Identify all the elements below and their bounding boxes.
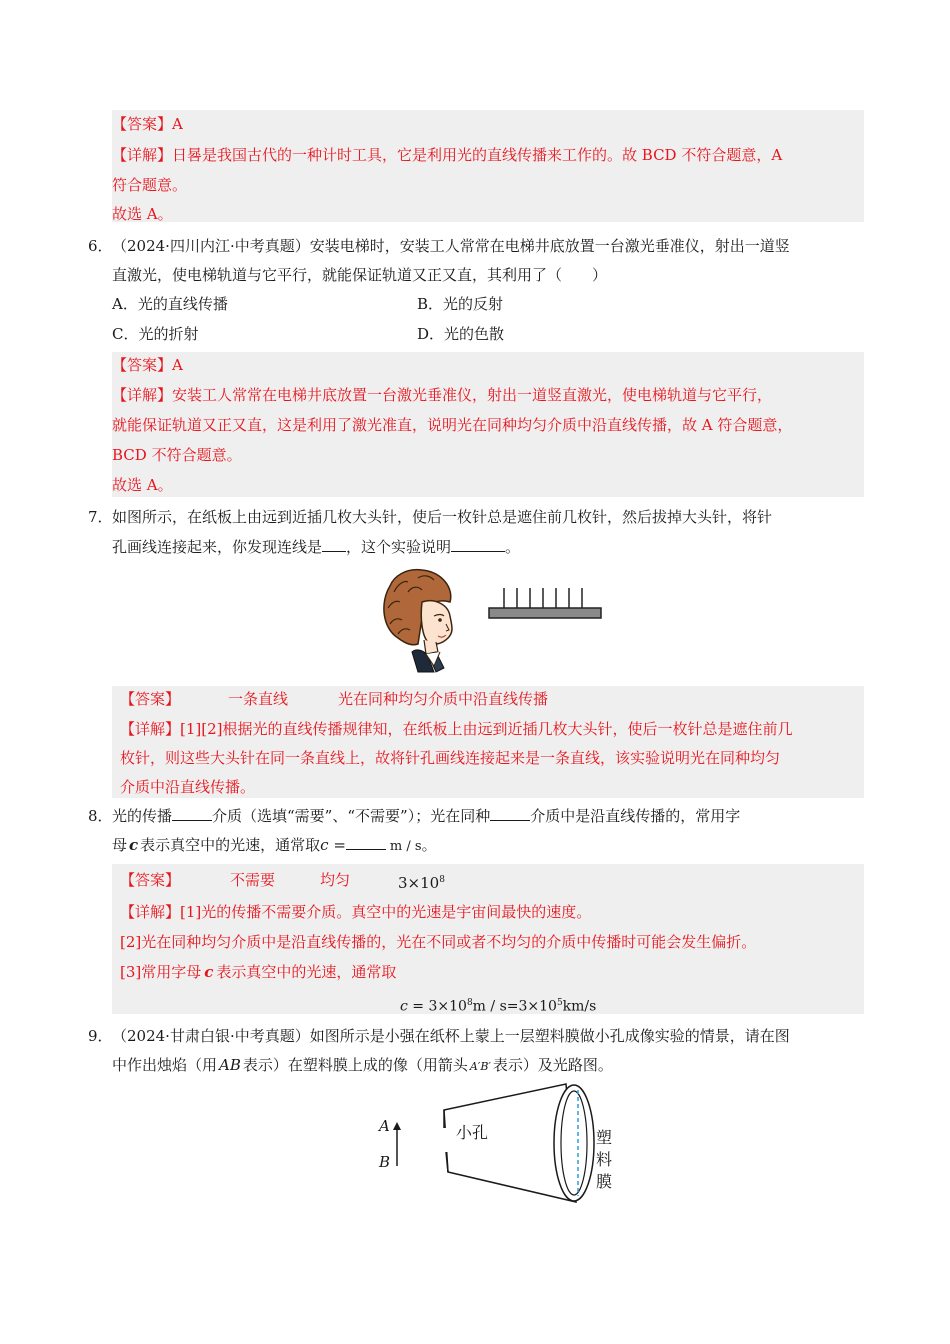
q8-stem-line-1 [112,806,740,826]
q7-answer-2: 光在同种均匀介质中沿直线传播 [338,690,549,708]
q7-answer-1: 一条直线 [228,690,289,708]
q8-detail-line-2: [2]光在同种均匀介质中是沿直线传播的，光在不同或者不均匀的介质中传播时可能会发生偏折。 [120,933,757,951]
q7-blank-2 [451,537,505,552]
q8-blank-3 [346,835,386,850]
q6-option-b: B．光的反射 [417,295,504,313]
q6-number: 6． [88,237,113,255]
q8-stem-c: c [129,836,139,854]
q8-detail-line-1: 【详解】[1]光的传播不需要介质。真空中的光速是宇宙间最快的速度。 [120,903,592,921]
q8-stem-1a: 光的传播 [112,807,173,825]
paper-cup-figure [438,1080,598,1206]
answer-box-q5 [112,110,864,222]
q7-stem-2b: ，这个实验说明 [346,538,452,556]
q8-formula [400,993,596,1017]
fig-label-a: A [379,1117,390,1135]
q6-detail-line-1: 【详解】安装工人常常在电梯井底放置一台激光垂准仪，射出一道竖直激光，使电梯轨道与它平行， [112,386,773,404]
q8-blank-2 [490,806,530,821]
q8-answer-3-exp: 8 [439,875,445,885]
q6-stem-line-1: （2024·四川内江·中考真题）安装电梯时，安装工人常常在电梯井底放置一台激光垂准仪，射出一道竖 [112,237,790,255]
q6-detail-line-3: BCD 不符合题意。 [112,446,242,464]
q5-detail-line-2: 符合题意。 [112,176,188,194]
q9-stem-2a: 中作出烛焰（用 [112,1056,218,1074]
q8-formula-2: m / s=3×10 [472,998,557,1015]
q8-number: 8． [88,807,113,825]
q8-detail-line-3 [120,962,396,982]
fig-label-film: 塑料膜 [596,1128,613,1191]
q9-number: 9． [88,1027,113,1045]
q8-formula-c: c [400,998,408,1015]
q6-detail-line-2: 就能保证轨道又正又直，这是利用了激光准直，说明光在同种均匀介质中沿直线传播，故 A 符合题意， [112,416,793,434]
q8-answer-1: 不需要 [230,871,276,889]
q8-stem-1c: 介质中是沿直线传播的，常用字 [530,807,741,825]
q8-formula-1: = 3×10 [407,998,467,1015]
q5-answer: 【答案】A [112,115,183,133]
q8-stem-unit: m / s [389,839,422,854]
q7-number: 7． [88,508,113,526]
pin-board-figure [489,588,601,618]
q6-stem-line-2: 直激光，使电梯轨道与它平行，就能保证轨道又正又直，其利用了（ ） [112,266,608,284]
q6-answer: 【答案】A [112,356,183,374]
q7-detail-line-3: 介质中沿直线传播。 [120,778,256,796]
q7-figure [378,568,608,674]
q8-answer-3 [398,870,445,893]
q6-option-d: D．光的色散 [417,325,505,343]
candle-arrow-ab [390,1120,404,1170]
person-head-figure [384,570,452,672]
fig-label-hole: 小孔 [456,1123,489,1142]
q7-detail-line-1: 【详解】[1][2]根据光的直线传播规律知，在纸板上由远到近插几枚大头针，使后一枚针总是遮住前几 [120,720,793,738]
q7-stem-line-1: 如图所示，在纸板上由远到近插几枚大头针，使后一枚针总是遮住前几枚针，然后拔掉大头针，将针 [112,508,773,526]
q9-stem-ab: AB [219,1056,241,1074]
q5-detail-line-1: 【详解】日晷是我国古代的一种计时工具，它是利用光的直线传播来工作的。故 BCD 不符合题意，A [112,146,783,164]
q7-stem-2a: 孔画线连接起来，你发现连线是 [112,538,323,556]
q8-stem-line-2 [112,835,437,857]
q8-formula-exp2: 5 [556,998,563,1008]
q8-detail-3a: [3]常用字母 [120,963,202,981]
q6-option-c: C．光的折射 [112,325,199,343]
q8-formula-3: km/s [562,998,597,1015]
q6-conclusion: 故选 A。 [112,476,173,494]
q8-answer-label: 【答案】 [120,871,181,889]
q9-stem-2b: 表示）在塑料膜上成的像（用箭头 [242,1056,468,1074]
q5-conclusion: 故选 A。 [112,205,173,223]
q9-stem-line-1: （2024·甘肃白银·中考真题）如图所示是小强在纸杯上蒙上一层塑料膜做小孔成像实验的情景，请在图 [112,1027,790,1045]
q8-stem-eq: c = [320,836,346,854]
q9-stem-ab2: A′B′ [469,1060,491,1073]
q8-detail-c: c [204,963,214,981]
q9-stem-line-2 [112,1055,613,1077]
q7-answer-label: 【答案】 [120,690,181,708]
q8-answer-3-base: 3×10 [398,874,440,892]
q7-blank-1 [322,537,346,552]
q8-stem-end: 。 [421,836,437,854]
q8-detail-3b: 表示真空中的光速，通常取 [216,963,397,981]
q8-blank-1 [172,806,212,821]
q8-stem-2a: 母 [112,836,128,854]
q8-stem-1b: 介质（选填“需要”、“不需要”）；光在同种 [212,807,491,825]
q7-stem-line-2 [112,537,520,557]
q9-stem-2c: 表示）及光路图。 [492,1056,613,1074]
q7-detail-line-2: 枚针，则这些大头针在同一条直线上，故将针孔画线连接起来是一条直线，该实验说明光在同种均匀 [120,749,781,767]
q7-stem-2c: 。 [505,538,521,556]
q8-stem-2b: 表示真空中的光速，通常取 [140,836,321,854]
q6-option-a: A．光的直线传播 [112,295,228,313]
q8-answer-2: 均匀 [320,871,351,889]
q8-formula-exp1: 8 [466,998,473,1008]
fig-label-b: B [379,1153,391,1171]
